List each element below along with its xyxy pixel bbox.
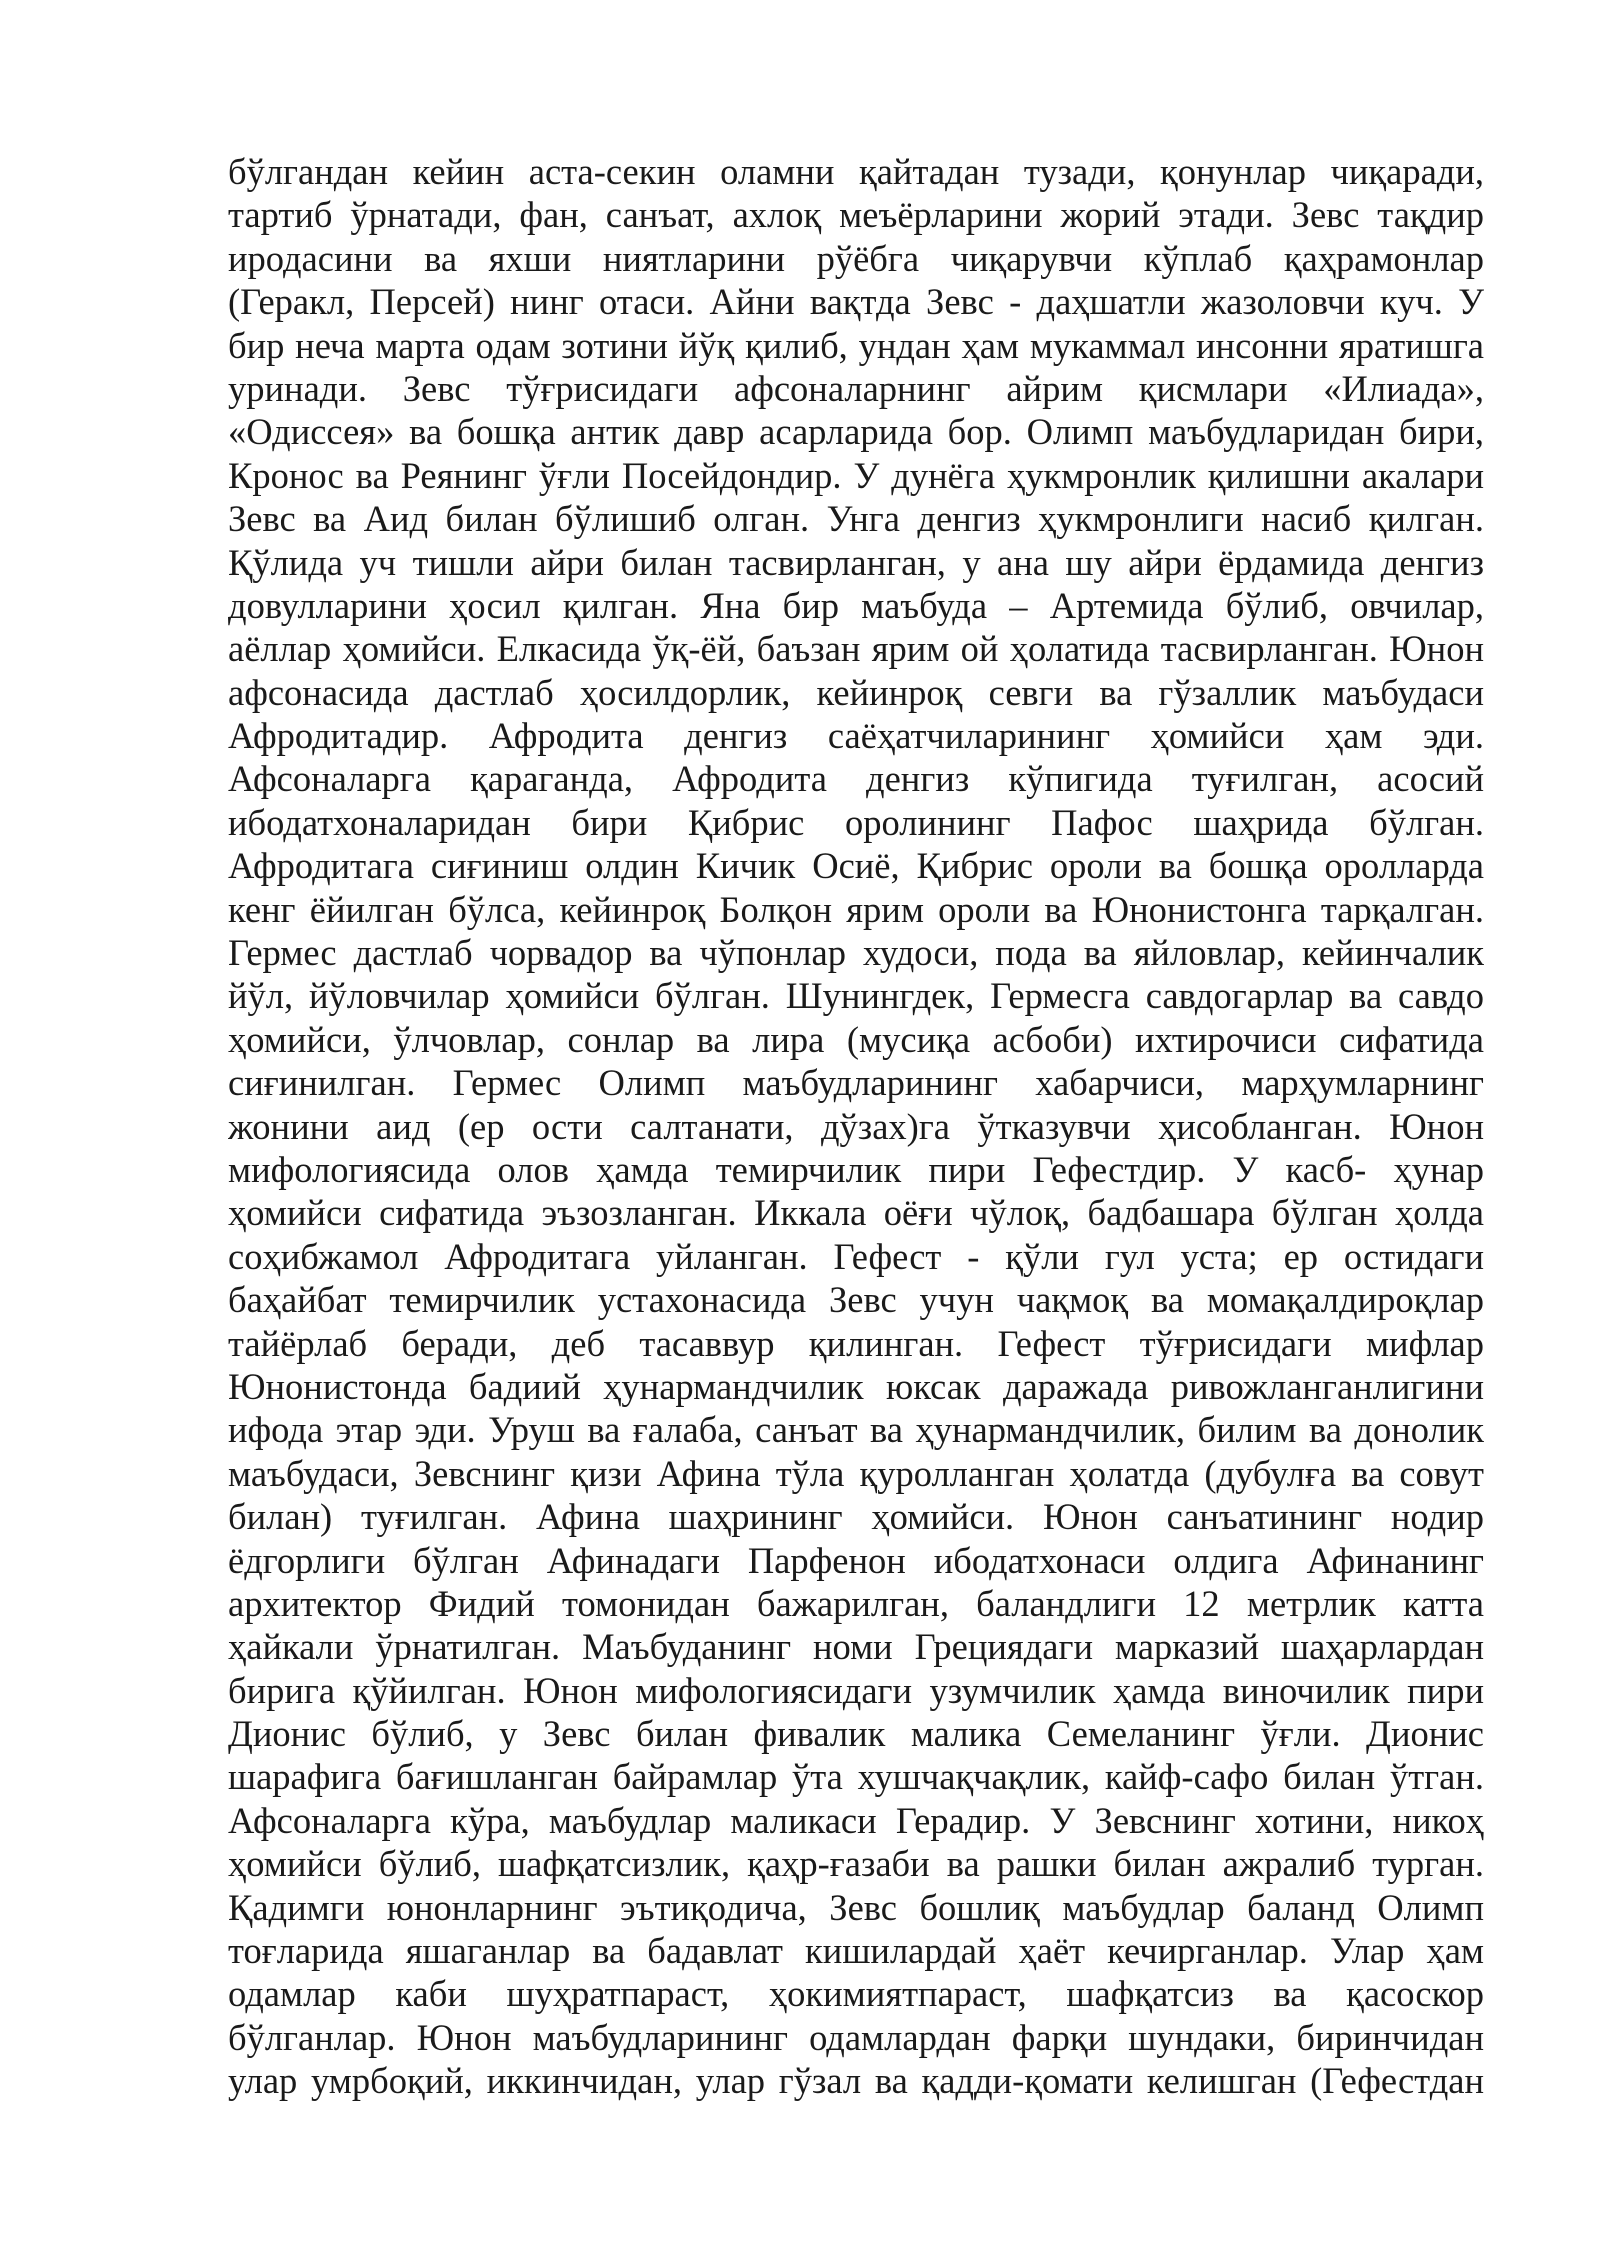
text-line: афсонасида дастлаб ҳосилдорлик, кейинроқ севги ва гўзаллик маъбудаси	[228, 671, 1484, 713]
text-line: тоғларида яшаганлар ва бадавлат кишилардай ҳаёт кечирганлар. Улар ҳам	[228, 1930, 1484, 1972]
text-line: Қўлида уч тишли айри билан тасвирланган, у ана шу айри ёрдамида денгиз	[228, 541, 1484, 583]
text-line: ибодатхоналаридан бири Қибрис оролининг Пафос шаҳрида бўлган.	[228, 801, 1484, 843]
text-line: тайёрлаб беради, деб тасаввур қилинган. Гефест тўғрисидаги мифлар	[228, 1322, 1484, 1364]
text-line: архитектор Фидий томонидан бажарилган, баландлиги 12 метрлик катта	[228, 1582, 1484, 1624]
text-line: Афродитадир. Афродита денгиз саёҳатчиларининг ҳомийси ҳам эди.	[228, 715, 1484, 757]
text-line: баҳайбат темирчилик устахонасида Зевс учун чақмоқ ва момақалдироқлар	[228, 1279, 1484, 1321]
text-line: Зевс ва Аид билан бўлишиб олган. Унга денгиз ҳукмронлиги насиб қилган.	[228, 498, 1484, 540]
text-line: маъбудаси, Зевснинг қизи Афина тўла қуролланган ҳолатда (дубулға ва совут	[228, 1452, 1484, 1494]
text-line: бирига қўйилган. Юнон мифологиясидаги узумчилик ҳамда виночилик пири	[228, 1669, 1484, 1711]
text-line: Кронос ва Реянинг ўғли Посейдондир. У дунёга ҳукмронлик қилишни акалари	[228, 454, 1484, 496]
text-line: Гермес дастлаб чорвадор ва чўпонлар худоси, пода ва яйловлар, кейинчалик	[228, 932, 1484, 974]
text-line: довулларини ҳосил қилган. Яна бир маъбуда – Артемида бўлиб, овчилар,	[228, 584, 1484, 626]
text-line: кенг ёйилган бўлса, кейинроқ Болқон ярим ороли ва Юнонистонга тарқалган.	[228, 888, 1484, 930]
text-line: уринади. Зевс тўғрисидаги афсоналарнинг айрим қисмлари «Илиада»,	[228, 367, 1484, 409]
text-line: одамлар каби шуҳратпараст, ҳокимиятпараст, шафқатсиз ва қасоскор	[228, 1973, 1484, 2015]
text-line: бўлгандан кейин аста-секин оламни қайтадан тузади, қонунлар чиқаради,	[228, 151, 1484, 192]
text-line: тартиб ўрнатади, фан, санъат, ахлоқ меъёрларини жорий этади. Зевс тақдир	[228, 194, 1484, 236]
text-line: йўл, йўловчилар ҳомийси бўлган. Шунингдек, Гермесга савдогарлар ва савдо	[228, 975, 1484, 1017]
text-line: ёдгорлиги бўлган Афинадаги Парфенон ибодатхонаси олдига Афинанинг	[228, 1539, 1484, 1581]
text-line: ҳомийси, ўлчовлар, сонлар ва лира (мусиқа асбоби) ихтирочиси сифатида	[228, 1018, 1484, 1060]
text-line: (Геракл, Персей) нинг отаси. Айни вақтда Зевс - даҳшатли жазоловчи куч. У	[228, 281, 1484, 323]
text-line: иродасини ва яхши ниятларини рўёбга чиқарувчи кўплаб қаҳрамонлар	[228, 237, 1484, 279]
document-page	[228, 150, 1484, 2103]
text-line: мифологиясида олов ҳамда темирчилик пири Гефестдир. У касб- ҳунар	[228, 1148, 1484, 1190]
text-line: сиғинилган. Гермес Олимп маъбудларининг хабарчиси, марҳумларнинг	[228, 1062, 1484, 1104]
text-line: Дионис бўлиб, у Зевс билан фивалик малика Семеланинг ўғли. Дионис	[228, 1713, 1484, 1755]
text-line: аёллар ҳомийси. Елкасида ўқ-ёй, баъзан ярим ой ҳолатида тасвирланган. Юнон	[228, 628, 1484, 670]
text-line: ҳомийси бўлиб, шафқатсизлик, қаҳр-ғазаби ва рашки билан ажралиб турган.	[228, 1843, 1484, 1885]
text-line: «Одиссея» ва бошқа антик давр асарларида бор. Олимп маъбудларидан бири,	[228, 411, 1484, 453]
text-line: улар умрбоқий, иккинчидан, улар гўзал ва қадди-қомати келишган (Гефестдан	[228, 2060, 1484, 2102]
text-line: жонини аид (ер ости салтанати, дўзах)га ўтказувчи ҳисобланган. Юнон	[228, 1105, 1484, 1147]
text-line: Афсоналарга кўра, маъбудлар маликаси Герадир. У Зевснинг хотини, никоҳ	[228, 1799, 1484, 1841]
text-line: Афродитага сиғиниш олдин Кичик Осиё, Қибрис ороли ва бошқа оролларда	[228, 845, 1484, 887]
text-line: Афсоналарга қараганда, Афродита денгиз кўпигида туғилган, асосий	[228, 758, 1484, 800]
text-line: ифода этар эди. Уруш ва ғалаба, санъат ва ҳунармандчилик, билим ва донолик	[228, 1409, 1484, 1451]
text-line: Юнонистонда бадиий ҳунармандчилик юксак даражада ривожланганлигини	[228, 1365, 1484, 1407]
text-line: Қадимги юнонларнинг эътиқодича, Зевс бошлиқ маъбудлар баланд Олимп	[228, 1886, 1484, 1928]
text-line: билан) туғилган. Афина шаҳрининг ҳомийси. Юнон санъатининг нодир	[228, 1496, 1484, 1538]
text-line: бир неча марта одам зотини йўқ қилиб, ундан ҳам мукаммал инсонни яратишга	[228, 324, 1484, 366]
text-line: бўлганлар. Юнон маъбудларининг одамлардан фарқи шундаки, биринчидан	[228, 2016, 1484, 2058]
text-line: ҳомийси сифатида эъзозланган. Иккала оёғи чўлоқ, бадбашара бўлган ҳолда	[228, 1192, 1484, 1234]
text-line: шарафига бағишланган байрамлар ўта хушчақчақлик, кайф-сафо билан ўтган.	[228, 1756, 1484, 1798]
text-line: ҳайкали ўрнатилган. Маъбуданинг номи Грециядаги марказий шаҳарлардан	[228, 1626, 1484, 1668]
text-line: соҳибжамол Афродитага уйланган. Гефест - қўли гул уста; ер остидаги	[228, 1235, 1484, 1277]
